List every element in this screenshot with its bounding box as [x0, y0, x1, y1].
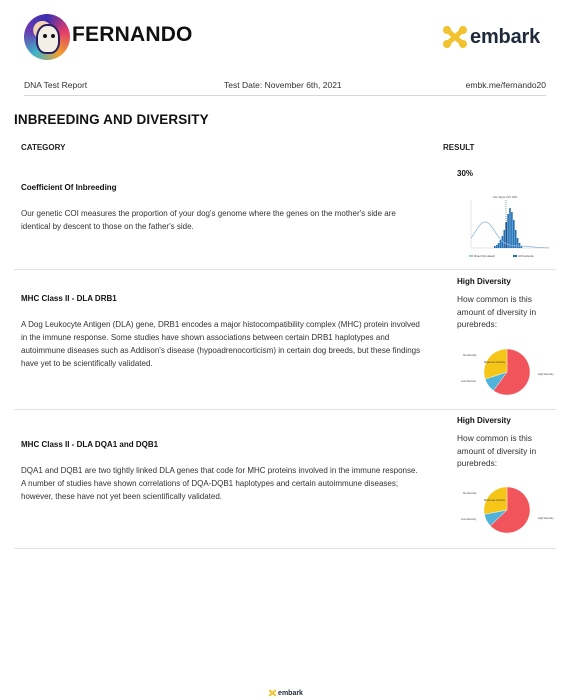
- pie-label-no-diversity: No diversity: [463, 492, 477, 495]
- legend-swatch-mixed: [469, 255, 473, 257]
- histogram-bar: [494, 246, 496, 248]
- row-coefficient-of-inbreeding: [14, 158, 556, 268]
- legend-label-purebred: All Purebreds: [518, 255, 534, 258]
- result-cell: [457, 169, 557, 178]
- dog-name: FERNANDO: [72, 23, 193, 46]
- drb1-pie-chart: [457, 344, 557, 400]
- report-type: DNA Test Report: [24, 80, 88, 90]
- diversity-question: How common is this amount of diversity in purebreds:: [457, 294, 537, 329]
- histogram-bar: [500, 240, 502, 248]
- pie-label-low-diversity: Low diversity: [461, 518, 476, 521]
- section-title: INBREEDING AND DIVERSITY: [14, 112, 209, 127]
- profile-url[interactable]: embk.me/fernando20: [465, 80, 546, 90]
- legend-swatch-purebred: [513, 255, 517, 257]
- pie-svg: [457, 344, 557, 400]
- histogram-bar: [519, 243, 521, 248]
- coi-distribution-chart: [457, 186, 557, 262]
- row-heading: MHC Class II - DLA DRB1: [21, 294, 117, 303]
- coi-value: 30%: [457, 169, 474, 178]
- purebred-histogram: [494, 208, 522, 248]
- pie-label-no-diversity: No diversity: [463, 354, 477, 357]
- pie-label-low-diversity: Low diversity: [461, 380, 476, 383]
- embark-logo-icon: [268, 689, 277, 697]
- coi-chart-svg: [457, 186, 557, 262]
- chart-title: Your Dog's COI: 30%: [492, 196, 518, 199]
- pie-label-high-diversity: High diversity: [538, 517, 554, 520]
- row-heading: Coefficient Of Inbreeding: [21, 183, 117, 192]
- embark-logo-icon: [442, 25, 468, 49]
- test-date: Test Date: November 6th, 2021: [224, 80, 342, 90]
- page-footer: [0, 684, 571, 696]
- histogram-bar: [517, 238, 519, 248]
- column-header-category: CATEGORY: [21, 143, 66, 152]
- result-cell: [457, 416, 557, 470]
- pie-label-moderate: Moderate diversity: [484, 499, 506, 502]
- row-description: A Dog Leukocyte Antigen (DLA) gene, DRB1 encodes a major histocompatibility complex (MHC) protein involved in the immune response. Some studies have shown associations between certain DRB1 haplotypes and autoimmune diseases such as Addison's disease (hypoadrenocorticism) in certain dog breeds, but these findings have yet to be scientifically validated.: [21, 320, 421, 368]
- histogram-bar: [515, 230, 517, 248]
- dog-avatar: [24, 14, 70, 60]
- pie-label-high-diversity: High diversity: [538, 373, 554, 376]
- embark-logo: [442, 24, 540, 50]
- row-mhc-dqa1-dqb1: [14, 410, 556, 548]
- divider: [14, 548, 556, 549]
- legend-label-mixed: Mixed (Simulated): [474, 255, 495, 258]
- diversity-question: How common is this amount of diversity in purebreds:: [457, 433, 537, 468]
- diversity-result: High Diversity: [457, 277, 511, 286]
- footer-logo: [268, 689, 303, 697]
- row-heading: MHC Class II - DLA DQA1 and DQB1: [21, 440, 159, 449]
- row-description: DQA1 and DQB1 are two tightly linked DLA genes that code for MHC proteins involved in the immune response. A number of studies have shown correlations of DQA-DQB1 haplotypes and certain autoimmune diseases; however, these have not yet been scientifically validated.: [21, 466, 418, 501]
- footer-brand: embark: [278, 689, 303, 697]
- diversity-result: High Diversity: [457, 416, 511, 425]
- column-header-result: RESULT: [443, 143, 475, 152]
- result-cell: [457, 277, 557, 331]
- dqa1-pie-chart: [457, 482, 557, 538]
- pie-svg: [457, 482, 557, 538]
- pie-label-moderate: Moderate diversity: [484, 361, 506, 364]
- histogram-bar: [513, 220, 515, 248]
- histogram-bar: [507, 214, 509, 248]
- report-header: [24, 14, 554, 58]
- row-mhc-drb1: [14, 270, 556, 408]
- row-description: Our genetic COI measures the proportion of your dog's genome where the genes on the mother's side are identical by descent to those on the father's side.: [21, 209, 396, 231]
- dog-face-image: [36, 24, 60, 54]
- histogram-bar: [509, 208, 511, 248]
- brand-name: embark: [470, 25, 540, 48]
- histogram-bar: [498, 243, 500, 248]
- histogram-bar: [511, 212, 513, 248]
- histogram-bar: [496, 245, 498, 248]
- histogram-bar: [504, 230, 506, 248]
- divider: [24, 95, 546, 96]
- report-meta: [24, 78, 546, 96]
